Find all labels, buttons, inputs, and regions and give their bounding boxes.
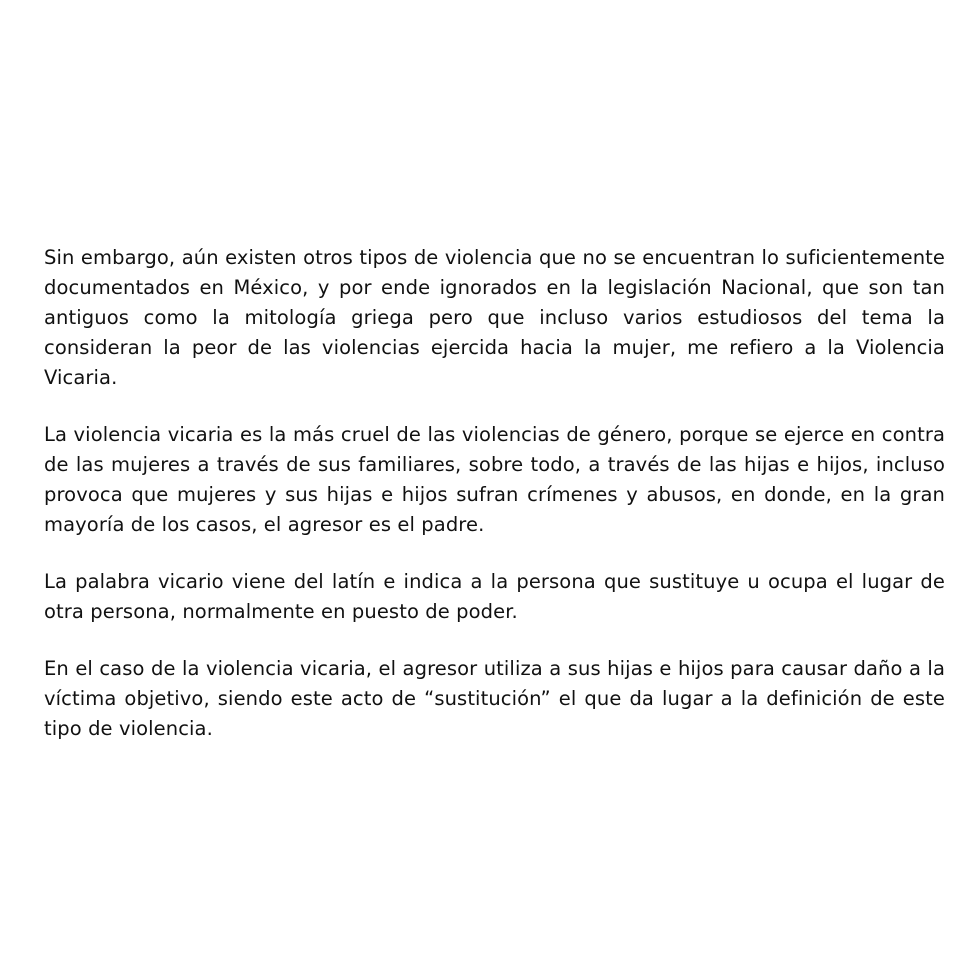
paragraph-2: La violencia vicaria es la más cruel de las violencias de género, porque se ejerce en contra de las mujeres a través de sus familiares, sobre todo, a través de las hijas e hijos, incluso provoca que mujeres y sus hijas e hijos sufran crímenes y abusos, en donde, en la gran mayoría de los casos, el agresor es el padre. [44, 423, 945, 536]
document-body [44, 243, 945, 771]
paragraph-3: La palabra vicario viene del latín e indica a la persona que sustituye u ocupa el lugar de otra persona, normalmente en puesto de poder. [44, 570, 945, 623]
paragraph-1: Sin embargo, aún existen otros tipos de violencia que no se encuentran lo suficientemente documentados en México, y por ende ignorados en la legislación Nacional, que son tan antiguos como la mitología griega pero que incluso varios estudiosos del tema la consideran la peor de las violencias ejercida hacia la mujer, me refiero a la Violencia Vicaria. [44, 246, 945, 389]
paragraph-4: En el caso de la violencia vicaria, el agresor utiliza a sus hijas e hijos para causar daño a la víctima objetivo, siendo este acto de “sustitución” el que da lugar a la definición de este tipo de violencia. [44, 657, 945, 740]
